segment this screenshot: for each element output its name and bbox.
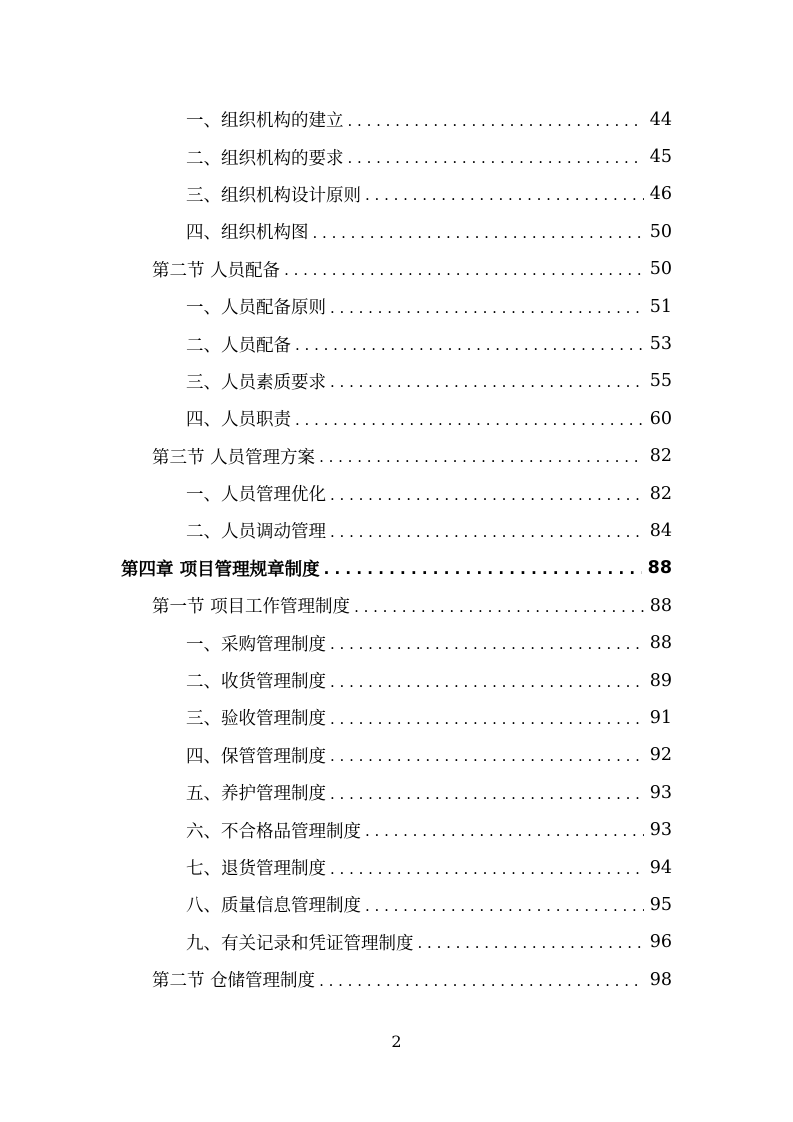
toc-entry-page: 53 <box>649 334 672 355</box>
toc-item-row[interactable] <box>0 774 793 811</box>
toc-entry-title: 第四章 项目管理规章制度 <box>121 559 320 580</box>
toc-entry-title: 第一节 项目工作管理制度 <box>152 597 351 618</box>
toc-entry-page: 98 <box>649 969 672 990</box>
toc-entry-page: 82 <box>649 483 672 504</box>
toc-entry-title: 一、人员配备原则 <box>186 298 326 319</box>
toc-entry-page: 50 <box>649 259 672 280</box>
toc-entry-page: 55 <box>649 371 672 392</box>
toc-entry-page: 46 <box>649 184 672 205</box>
toc-entry-page: 88 <box>649 633 672 654</box>
toc-dot-leader <box>330 635 644 653</box>
toc-item-row[interactable] <box>0 512 793 549</box>
toc-dot-leader <box>330 747 644 765</box>
toc-entry-title: 二、组织机构的要求 <box>186 148 344 169</box>
toc-entry-title: 一、组织机构的建立 <box>186 111 344 132</box>
toc-item-row[interactable] <box>0 924 793 961</box>
toc-entry-page: 93 <box>649 820 672 841</box>
toc-dot-leader <box>365 822 644 840</box>
toc-entry-page: 82 <box>649 446 672 467</box>
toc-entry-title: 一、采购管理制度 <box>186 634 326 655</box>
toc-item-row[interactable] <box>0 325 793 362</box>
toc-entry-title: 三、人员素质要求 <box>186 372 326 393</box>
toc-entry-title: 八、质量信息管理制度 <box>186 896 361 917</box>
toc-item-row[interactable] <box>0 288 793 325</box>
toc-entry-title: 六、不合格品管理制度 <box>186 821 361 842</box>
toc-item-row[interactable] <box>0 811 793 848</box>
toc-item-row[interactable] <box>0 475 793 512</box>
toc-entry-page: 91 <box>649 707 672 728</box>
toc-dot-leader <box>354 598 644 616</box>
toc-entry-page: 89 <box>649 670 672 691</box>
toc-dot-leader <box>330 486 644 504</box>
toc-dot-leader <box>330 673 644 691</box>
toc-entry-page: 45 <box>649 147 672 168</box>
toc-item-row[interactable] <box>0 213 793 250</box>
toc-dot-leader <box>295 411 644 429</box>
toc-entry-page: 88 <box>649 595 672 616</box>
toc-dot-leader <box>295 336 644 354</box>
toc-dot-leader <box>348 149 644 167</box>
toc-entry-title: 四、保管管理制度 <box>186 746 326 767</box>
toc-dot-leader <box>284 261 644 279</box>
toc-entry-page: 60 <box>649 408 672 429</box>
toc-entry-title: 四、组织机构图 <box>186 223 309 244</box>
toc-entry-page: 88 <box>647 558 672 579</box>
toc-entry-title: 九、有关记录和凭证管理制度 <box>186 933 414 954</box>
toc-entry-title: 三、组织机构设计原则 <box>186 185 361 206</box>
toc-section-row[interactable] <box>0 251 793 288</box>
toc-entry-title: 七、退货管理制度 <box>186 859 326 879</box>
toc-entry-title: 第三节 人员管理方案 <box>152 447 316 468</box>
toc-entry-title: 三、验收管理制度 <box>186 709 326 730</box>
toc-item-row[interactable] <box>0 886 793 923</box>
toc-entry-page: 95 <box>649 894 672 915</box>
toc-dot-leader <box>330 785 644 803</box>
toc-dot-leader <box>330 710 644 728</box>
toc-item-row[interactable] <box>0 662 793 699</box>
toc-dot-leader <box>330 299 644 317</box>
toc-entry-page: 44 <box>649 109 672 130</box>
toc-item-row[interactable] <box>0 737 793 774</box>
toc-entry-page: 50 <box>649 221 672 242</box>
toc-entry-title: 第二节 人员配备 <box>152 260 281 281</box>
toc-item-row[interactable] <box>0 699 793 736</box>
toc-dot-leader <box>418 934 644 952</box>
toc-item-row[interactable] <box>0 138 793 175</box>
toc-entry-title: 四、人员职责 <box>186 410 291 431</box>
toc-entry-page: 96 <box>649 932 672 953</box>
toc-entry-title: 二、人员配备 <box>186 335 291 356</box>
toc-item-row[interactable] <box>0 624 793 661</box>
toc-entry-page: 51 <box>649 296 672 317</box>
toc-dot-leader <box>330 523 644 541</box>
toc-entry-page: 93 <box>649 782 672 803</box>
toc-item-row[interactable] <box>0 176 793 213</box>
toc-dot-leader <box>330 860 644 878</box>
toc-chapter-row[interactable] <box>0 550 793 587</box>
table-of-contents <box>0 101 793 998</box>
toc-dot-leader <box>330 373 644 391</box>
toc-section-row[interactable] <box>0 961 793 998</box>
toc-dot-leader <box>313 224 644 242</box>
toc-dot-leader <box>319 972 644 990</box>
toc-dot-leader <box>348 112 644 130</box>
toc-entry-title: 第二节 仓储管理制度 <box>152 971 316 992</box>
toc-item-row[interactable] <box>0 849 793 886</box>
toc-section-row[interactable] <box>0 587 793 624</box>
toc-entry-page: 84 <box>649 520 672 541</box>
toc-section-row[interactable] <box>0 438 793 475</box>
toc-entry-title: 五、养护管理制度 <box>186 784 326 805</box>
toc-entry-title: 二、人员调动管理 <box>186 522 326 543</box>
toc-entry-title: 一、人员管理优化 <box>186 485 326 506</box>
page-number: 2 <box>391 1032 402 1051</box>
toc-entry-title: 二、收货管理制度 <box>186 672 326 693</box>
toc-entry-page: 94 <box>649 857 672 878</box>
toc-item-row[interactable] <box>0 363 793 400</box>
toc-entry-page: 92 <box>649 745 672 766</box>
toc-dot-leader <box>319 448 644 466</box>
toc-dot-leader <box>365 897 644 915</box>
toc-item-row[interactable] <box>0 400 793 437</box>
toc-dot-leader <box>324 560 642 578</box>
toc-item-row[interactable] <box>0 101 793 138</box>
toc-dot-leader <box>365 186 644 204</box>
